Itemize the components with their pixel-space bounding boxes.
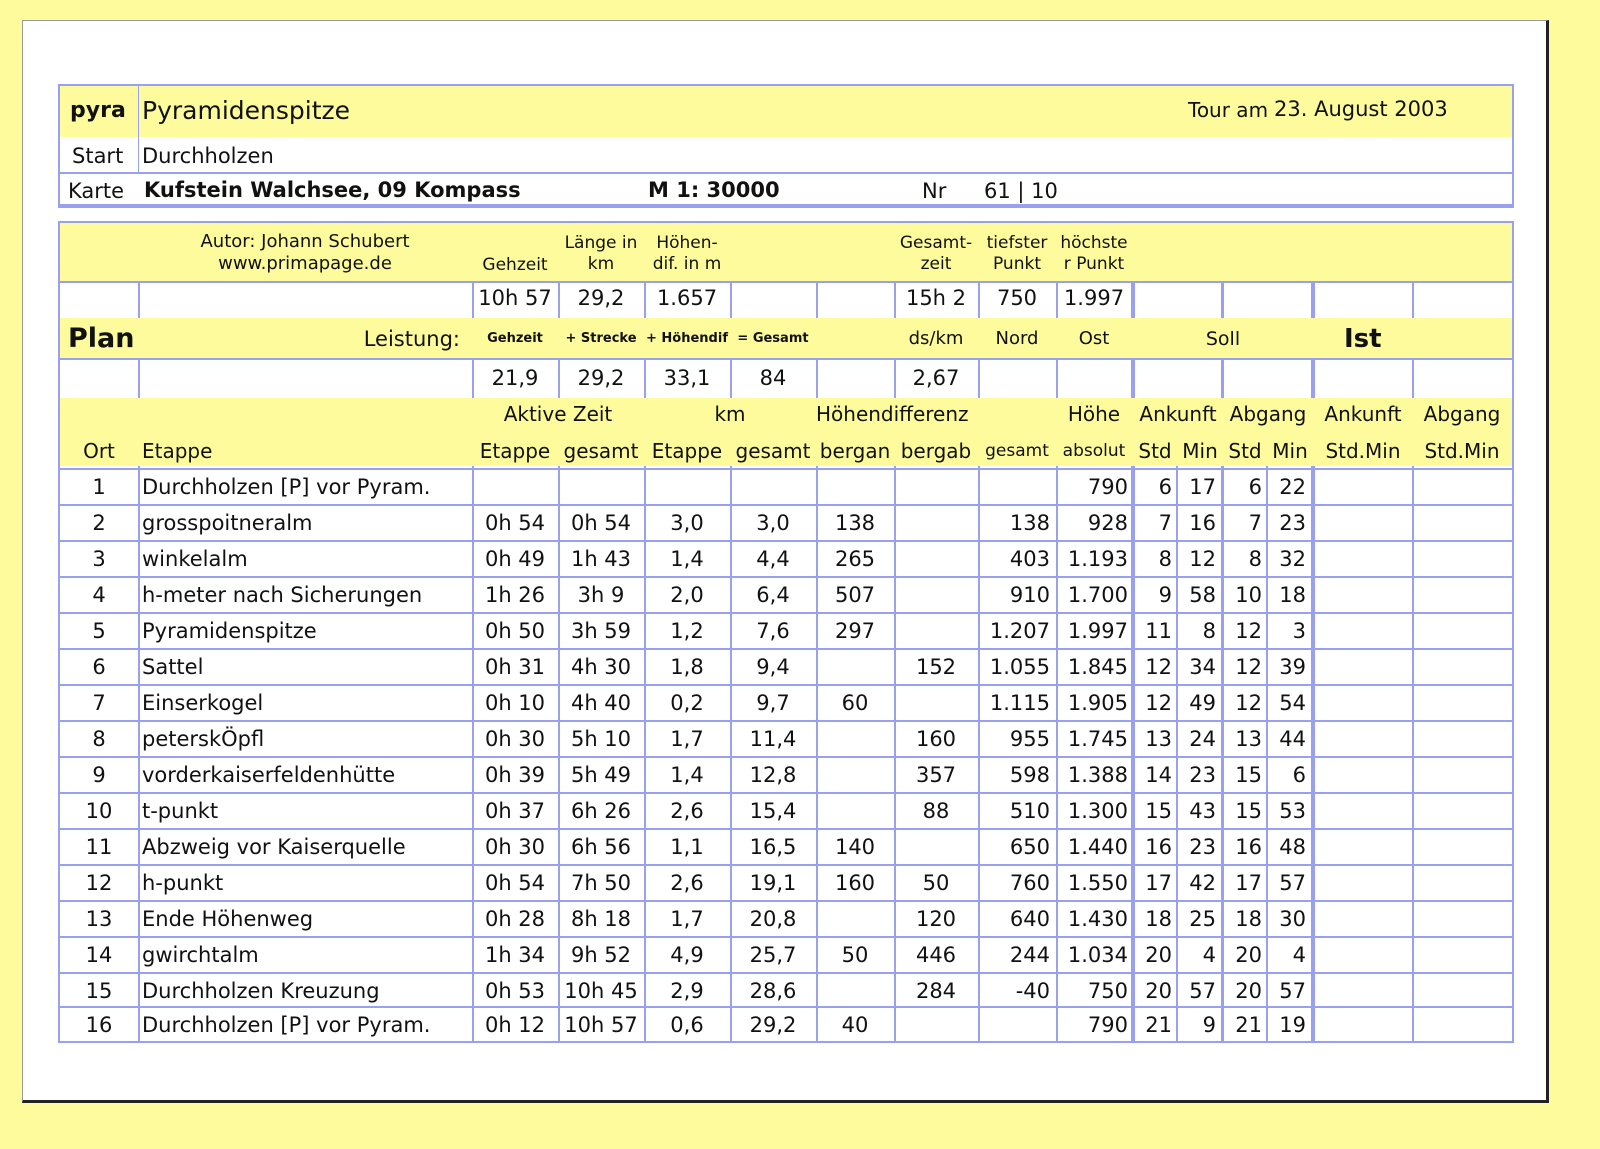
cell-ke: 2,9 xyxy=(670,979,704,1003)
cell-kg: 16,5 xyxy=(749,835,797,859)
cell-abs: 1.550 xyxy=(1067,871,1128,895)
group-hoehe: Höhe xyxy=(1067,402,1121,426)
cell-kg: 6,4 xyxy=(756,583,790,607)
col-min-ankunft: Min xyxy=(1182,439,1218,463)
cell-as: 14 xyxy=(1145,763,1172,787)
col-ort: Ort xyxy=(83,439,115,463)
col-hoech-1: höchste xyxy=(1060,233,1128,253)
cell-nr: 10 xyxy=(85,799,113,823)
cell-bs: 6 xyxy=(1248,475,1262,499)
cell-nr: 8 xyxy=(92,727,106,751)
cell-name: h-punkt xyxy=(142,871,224,895)
cell-zg: 6h 56 xyxy=(570,835,632,859)
cell-ze: 1h 26 xyxy=(484,583,546,607)
grid-hline xyxy=(60,281,1512,283)
grid-hline xyxy=(60,828,1512,830)
cell-tot: 403 xyxy=(1009,547,1050,571)
grid-hline xyxy=(60,540,1512,542)
grid-hline xyxy=(60,1006,1512,1008)
cell-kg: 11,4 xyxy=(749,727,797,751)
cell-up: 160 xyxy=(834,871,876,895)
cell-kg: 28,6 xyxy=(749,979,797,1003)
cell-up: 60 xyxy=(841,691,869,715)
cell-am: 58 xyxy=(1189,583,1216,607)
cell-bs: 7 xyxy=(1248,511,1262,535)
cell-as: 9 xyxy=(1158,583,1172,607)
cell-name: t-punkt xyxy=(142,799,219,823)
grid-hline xyxy=(60,936,1512,938)
grid-hline xyxy=(60,792,1512,794)
cell-as: 18 xyxy=(1145,907,1172,931)
cell-tot: 598 xyxy=(1009,763,1050,787)
cell-bm: 44 xyxy=(1279,727,1306,751)
cell-up: 297 xyxy=(834,619,876,643)
cell-tot: 640 xyxy=(1009,907,1050,931)
cell-am: 9 xyxy=(1202,1013,1216,1037)
col-gehzeit: Gehzeit xyxy=(482,255,548,275)
cell-name: Durchholzen [P] vor Pyram. xyxy=(142,475,431,499)
grid-hline xyxy=(60,720,1512,722)
cell-as: 16 xyxy=(1145,835,1172,859)
cell-name: gwirchtalm xyxy=(142,943,259,967)
cell-bs: 17 xyxy=(1235,871,1262,895)
cell-kg: 25,7 xyxy=(749,943,797,967)
cell-nr: 14 xyxy=(85,943,113,967)
cell-tot: 510 xyxy=(1009,799,1050,823)
cell-as: 13 xyxy=(1145,727,1172,751)
cell-as: 20 xyxy=(1145,943,1172,967)
col-etappe: Etappe xyxy=(142,439,213,463)
cell-kg: 7,6 xyxy=(756,619,790,643)
cell-name: Durchholzen [P] vor Pyram. xyxy=(142,1013,431,1037)
cell-name: grosspoitneralm xyxy=(142,511,313,535)
cell-down: 152 xyxy=(915,655,957,679)
cell-am: 4 xyxy=(1202,943,1216,967)
cell-nr: 2 xyxy=(92,511,106,535)
col-gesamt: gesamt xyxy=(985,441,1049,461)
cell-ke: 0,6 xyxy=(670,1013,704,1037)
l-gesamt: = Gesamt xyxy=(737,331,809,346)
col-tief-2: Punkt xyxy=(992,254,1041,274)
cell-nr: 6 xyxy=(92,655,106,679)
group-aktive-zeit: Aktive Zeit xyxy=(503,402,613,426)
lv-gehzeit: 21,9 xyxy=(491,366,539,390)
val-hoehendif: 1.657 xyxy=(656,286,718,310)
cell-ke: 3,0 xyxy=(670,511,704,535)
cell-bs: 20 xyxy=(1235,979,1262,1003)
cell-ze: 0h 10 xyxy=(484,691,546,715)
lv-hoehendif: 33,1 xyxy=(663,366,711,390)
cell-tot: 955 xyxy=(1009,727,1050,751)
l-gehzeit: Gehzeit xyxy=(487,331,543,346)
group-hoehendifferenz: Höhendifferenz xyxy=(816,402,969,426)
cell-as: 20 xyxy=(1145,979,1172,1003)
author-line1: Autor: Johann Schubert xyxy=(200,231,410,252)
cell-am: 16 xyxy=(1189,511,1216,535)
cell-abs: 1.034 xyxy=(1067,943,1128,967)
cell-abs: 1.300 xyxy=(1067,799,1128,823)
cell-ze: 0h 37 xyxy=(484,799,546,823)
cell-tot: 244 xyxy=(1009,943,1050,967)
col-zeit-gesamt: gesamt xyxy=(563,439,639,463)
cell-bm: 23 xyxy=(1279,511,1306,535)
leistung-label: Leistung: xyxy=(363,327,460,351)
lv-dskm: 2,67 xyxy=(912,366,960,390)
col-absolut: absolut xyxy=(1062,441,1126,461)
cell-tot: 910 xyxy=(1009,583,1050,607)
val-laenge: 29,2 xyxy=(577,286,625,310)
cell-bm: 3 xyxy=(1292,619,1306,643)
l-nord: Nord xyxy=(995,328,1039,349)
cell-nr: 12 xyxy=(85,871,113,895)
cell-bm: 4 xyxy=(1292,943,1306,967)
grid-hline xyxy=(60,684,1512,686)
cell-tot: 138 xyxy=(1009,511,1050,535)
cell-zg: 9h 52 xyxy=(570,943,632,967)
soll-label: Soll xyxy=(1205,328,1241,350)
map-scale: M 1: 30000 xyxy=(648,178,780,202)
cell-zg: 10h 45 xyxy=(564,979,638,1003)
cell-am: 8 xyxy=(1202,619,1216,643)
cell-nr: 15 xyxy=(85,979,113,1003)
cell-am: 43 xyxy=(1189,799,1216,823)
cell-zg: 4h 40 xyxy=(570,691,632,715)
cell-bm: 57 xyxy=(1279,979,1306,1003)
cell-name: Durchholzen Kreuzung xyxy=(142,979,380,1003)
cell-as: 15 xyxy=(1145,799,1172,823)
lv-strecke: 29,2 xyxy=(577,366,625,390)
val-hoechster: 1.997 xyxy=(1063,286,1125,310)
cell-zg: 1h 43 xyxy=(570,547,632,571)
col-bergab: bergab xyxy=(900,439,972,463)
cell-as: 6 xyxy=(1158,475,1172,499)
cell-up: 40 xyxy=(841,1013,869,1037)
plan-label: Plan xyxy=(68,323,135,354)
cell-ke: 1,7 xyxy=(670,727,704,751)
cell-bs: 8 xyxy=(1248,547,1262,571)
cell-ke: 2,0 xyxy=(670,583,704,607)
cell-bm: 48 xyxy=(1279,835,1306,859)
cell-am: 25 xyxy=(1189,907,1216,931)
cell-abs: 1.193 xyxy=(1067,547,1128,571)
cell-zg: 10h 57 xyxy=(564,1013,638,1037)
cell-name: vorderkaiserfeldenhütte xyxy=(142,763,396,787)
cell-nr: 9 xyxy=(92,763,106,787)
cell-bs: 18 xyxy=(1235,907,1262,931)
col-km-etappe: Etappe xyxy=(651,439,723,463)
cell-am: 23 xyxy=(1189,763,1216,787)
cell-bs: 21 xyxy=(1235,1013,1262,1037)
grid-hline xyxy=(60,1041,1512,1043)
cell-am: 57 xyxy=(1189,979,1216,1003)
grid-hline xyxy=(60,972,1512,974)
cell-name: Pyramidenspitze xyxy=(142,619,317,643)
cell-tot: -40 xyxy=(1015,979,1050,1003)
col-bergan: bergan xyxy=(819,439,891,463)
col-std-ankunft: Std xyxy=(1138,439,1172,463)
cell-bm: 22 xyxy=(1279,475,1306,499)
cell-am: 49 xyxy=(1189,691,1216,715)
cell-nr: 7 xyxy=(92,691,106,715)
cell-down: 88 xyxy=(922,799,950,823)
start-label: Start xyxy=(72,144,124,168)
cell-name: h-meter nach Sicherungen xyxy=(142,583,423,607)
cell-zg: 3h 9 xyxy=(577,583,625,607)
col-tief-1: tiefster xyxy=(986,233,1048,253)
cell-up: 140 xyxy=(834,835,876,859)
cell-zg: 5h 49 xyxy=(570,763,632,787)
cell-ke: 4,9 xyxy=(670,943,704,967)
grid-hline xyxy=(60,504,1512,506)
cell-bs: 13 xyxy=(1235,727,1262,751)
cell-as: 21 xyxy=(1145,1013,1172,1037)
cell-kg: 19,1 xyxy=(749,871,797,895)
cell-down: 446 xyxy=(915,943,957,967)
cell-name: Einserkogel xyxy=(142,691,264,715)
cell-name: Sattel xyxy=(142,655,204,679)
cell-abs: 1.440 xyxy=(1067,835,1128,859)
group-km: km xyxy=(714,402,746,426)
col-km-gesamt: gesamt xyxy=(735,439,811,463)
cell-ke: 1,1 xyxy=(670,835,704,859)
cell-ke: 1,7 xyxy=(670,907,704,931)
cell-abs: 1.388 xyxy=(1067,763,1128,787)
cell-kg: 20,8 xyxy=(749,907,797,931)
val-gesamtzeit: 15h 2 xyxy=(905,286,967,310)
cell-nr: 13 xyxy=(85,907,113,931)
tour-date: 23. August 2003 xyxy=(1274,97,1448,121)
cell-zg: 3h 59 xyxy=(570,619,632,643)
cell-zg: 6h 26 xyxy=(570,799,632,823)
col-laenge-1: Länge in xyxy=(564,233,638,253)
cell-ke: 0,2 xyxy=(670,691,704,715)
cell-zg: 0h 54 xyxy=(570,511,632,535)
grid-hline xyxy=(60,576,1512,578)
author-line2: www.primapage.de xyxy=(218,253,392,274)
nr-label: Nr xyxy=(922,179,947,203)
col-gesamtzeit-1: Gesamt- xyxy=(899,233,973,253)
l-hoehendif: + Höhendif xyxy=(646,331,728,346)
cell-am: 24 xyxy=(1189,727,1216,751)
cell-name: winkelalm xyxy=(142,547,248,571)
col-std-abgang: Std xyxy=(1228,439,1262,463)
cell-am: 12 xyxy=(1189,547,1216,571)
tour-title: Pyramidenspitze xyxy=(142,96,351,125)
cell-name: Ende Höhenweg xyxy=(142,907,314,931)
cell-down: 284 xyxy=(915,979,957,1003)
cell-bm: 6 xyxy=(1292,763,1306,787)
col-laenge-2: km xyxy=(587,254,615,274)
cell-bs: 15 xyxy=(1235,763,1262,787)
cell-bm: 57 xyxy=(1279,871,1306,895)
cell-ze: 0h 50 xyxy=(484,619,546,643)
group-ankunft: Ankunft xyxy=(1139,402,1217,426)
cell-kg: 9,7 xyxy=(756,691,790,715)
cell-kg: 15,4 xyxy=(749,799,797,823)
cell-as: 8 xyxy=(1158,547,1172,571)
l-dskm: ds/km xyxy=(908,328,964,349)
cell-am: 34 xyxy=(1189,655,1216,679)
tour-date-label: Tour am xyxy=(1188,98,1269,122)
cell-ke: 1,4 xyxy=(670,763,704,787)
cell-abs: 1.905 xyxy=(1067,691,1128,715)
cell-nr: 16 xyxy=(85,1013,113,1037)
cell-ke: 2,6 xyxy=(670,871,704,895)
cell-zg: 8h 18 xyxy=(570,907,632,931)
cell-up: 50 xyxy=(841,943,869,967)
col-gesamtzeit-2: zeit xyxy=(920,254,952,274)
cell-down: 120 xyxy=(915,907,957,931)
col-hoehen-2: dif. in m xyxy=(652,254,722,274)
cell-down: 357 xyxy=(915,763,957,787)
cell-ze: 0h 54 xyxy=(484,871,546,895)
group-abgang: Abgang xyxy=(1229,402,1307,426)
cell-bs: 12 xyxy=(1235,655,1262,679)
cell-am: 23 xyxy=(1189,835,1216,859)
cell-abs: 790 xyxy=(1087,475,1128,499)
cell-bm: 18 xyxy=(1279,583,1306,607)
col-ist-abgang-stdmin: Std.Min xyxy=(1424,439,1500,463)
cell-ze: 0h 28 xyxy=(484,907,546,931)
cell-as: 12 xyxy=(1145,691,1172,715)
cell-kg: 9,4 xyxy=(756,655,790,679)
karte-label: Karte xyxy=(68,179,125,203)
cell-bs: 16 xyxy=(1235,835,1262,859)
cell-up: 265 xyxy=(834,547,876,571)
cell-ze: 0h 30 xyxy=(484,835,546,859)
grid-hline xyxy=(60,648,1512,650)
karte-value: Kufstein Walchsee, 09 Kompass xyxy=(144,178,521,202)
cell-bm: 30 xyxy=(1279,907,1306,931)
cell-ze: 0h 39 xyxy=(484,763,546,787)
cell-bs: 10 xyxy=(1235,583,1262,607)
cell-abs: 1.430 xyxy=(1067,907,1128,931)
cell-down: 160 xyxy=(915,727,957,751)
cell-nr: 5 xyxy=(92,619,106,643)
cell-ze: 0h 49 xyxy=(484,547,546,571)
cell-nr: 11 xyxy=(85,835,113,859)
cell-as: 12 xyxy=(1145,655,1172,679)
cell-ze: 0h 54 xyxy=(484,511,546,535)
cell-kg: 4,4 xyxy=(756,547,790,571)
cell-ze: 1h 34 xyxy=(484,943,546,967)
cell-ke: 2,6 xyxy=(670,799,704,823)
cell-bs: 20 xyxy=(1235,943,1262,967)
cell-bs: 12 xyxy=(1235,691,1262,715)
tour-code: pyra xyxy=(70,98,126,123)
cell-tot: 650 xyxy=(1009,835,1050,859)
cell-ke: 1,8 xyxy=(670,655,704,679)
col-min-abgang: Min xyxy=(1272,439,1308,463)
lv-gesamt: 84 xyxy=(759,366,787,390)
cell-abs: 750 xyxy=(1087,979,1128,1003)
col-hoehen-1: Höhen- xyxy=(656,233,718,253)
grid-hline xyxy=(60,900,1512,902)
cell-abs: 928 xyxy=(1087,511,1128,535)
cell-abs: 790 xyxy=(1087,1013,1128,1037)
ist-label: Ist xyxy=(1344,324,1382,354)
cell-as: 7 xyxy=(1158,511,1172,535)
grid-hline xyxy=(60,864,1512,866)
cell-down: 50 xyxy=(922,871,950,895)
cell-name: peterskÖpfl xyxy=(142,727,265,751)
grid-hline xyxy=(60,756,1512,758)
cell-kg: 12,8 xyxy=(749,763,797,787)
cell-tot: 760 xyxy=(1009,871,1050,895)
cell-zg: 7h 50 xyxy=(570,871,632,895)
cell-am: 17 xyxy=(1189,475,1216,499)
cell-bm: 53 xyxy=(1279,799,1306,823)
cell-abs: 1.997 xyxy=(1067,619,1128,643)
cell-nr: 4 xyxy=(92,583,106,607)
cell-abs: 1.845 xyxy=(1067,655,1128,679)
cell-name: Abzweig vor Kaiserquelle xyxy=(142,835,406,859)
cell-ze: 0h 31 xyxy=(484,655,546,679)
l-strecke: + Strecke xyxy=(565,331,637,346)
grid-hline xyxy=(60,358,1512,360)
cell-as: 11 xyxy=(1145,619,1172,643)
cell-ke: 1,4 xyxy=(670,547,704,571)
col-zeit-etappe: Etappe xyxy=(479,439,551,463)
cell-as: 17 xyxy=(1145,871,1172,895)
cell-bm: 39 xyxy=(1279,655,1306,679)
cell-ze: 0h 12 xyxy=(484,1013,546,1037)
cell-up: 507 xyxy=(834,583,876,607)
cell-kg: 29,2 xyxy=(749,1013,797,1037)
cell-kg: 3,0 xyxy=(756,511,790,535)
nr-value: 61 | 10 xyxy=(984,179,1058,203)
grid-hline xyxy=(60,612,1512,614)
cell-abs: 1.745 xyxy=(1067,727,1128,751)
cell-abs: 1.700 xyxy=(1067,583,1128,607)
cell-zg: 4h 30 xyxy=(570,655,632,679)
cell-ze: 0h 53 xyxy=(484,979,546,1003)
grid-hline xyxy=(60,468,1512,470)
group-ist-abgang: Abgang xyxy=(1423,402,1501,426)
group-ist-ankunft: Ankunft xyxy=(1324,402,1402,426)
cell-ze: 0h 30 xyxy=(484,727,546,751)
cell-bm: 19 xyxy=(1279,1013,1306,1037)
col-hoech-2: r Punkt xyxy=(1063,254,1125,274)
cell-nr: 1 xyxy=(92,475,106,499)
l-ost: Ost xyxy=(1078,328,1110,349)
cell-bs: 12 xyxy=(1235,619,1262,643)
cell-zg: 5h 10 xyxy=(570,727,632,751)
start-value: Durchholzen xyxy=(142,144,274,168)
cell-tot: 1.207 xyxy=(989,619,1050,643)
col-ist-ankunft-stdmin: Std.Min xyxy=(1325,439,1401,463)
cell-am: 42 xyxy=(1189,871,1216,895)
cell-bs: 15 xyxy=(1235,799,1262,823)
val-tiefster: 750 xyxy=(996,286,1038,310)
cell-up: 138 xyxy=(834,511,876,535)
val-gehzeit: 10h 57 xyxy=(478,286,552,310)
cell-bm: 54 xyxy=(1279,691,1306,715)
cell-nr: 3 xyxy=(92,547,106,571)
cell-tot: 1.055 xyxy=(989,655,1050,679)
cell-bm: 32 xyxy=(1279,547,1306,571)
cell-tot: 1.115 xyxy=(989,691,1050,715)
cell-ke: 1,2 xyxy=(670,619,704,643)
